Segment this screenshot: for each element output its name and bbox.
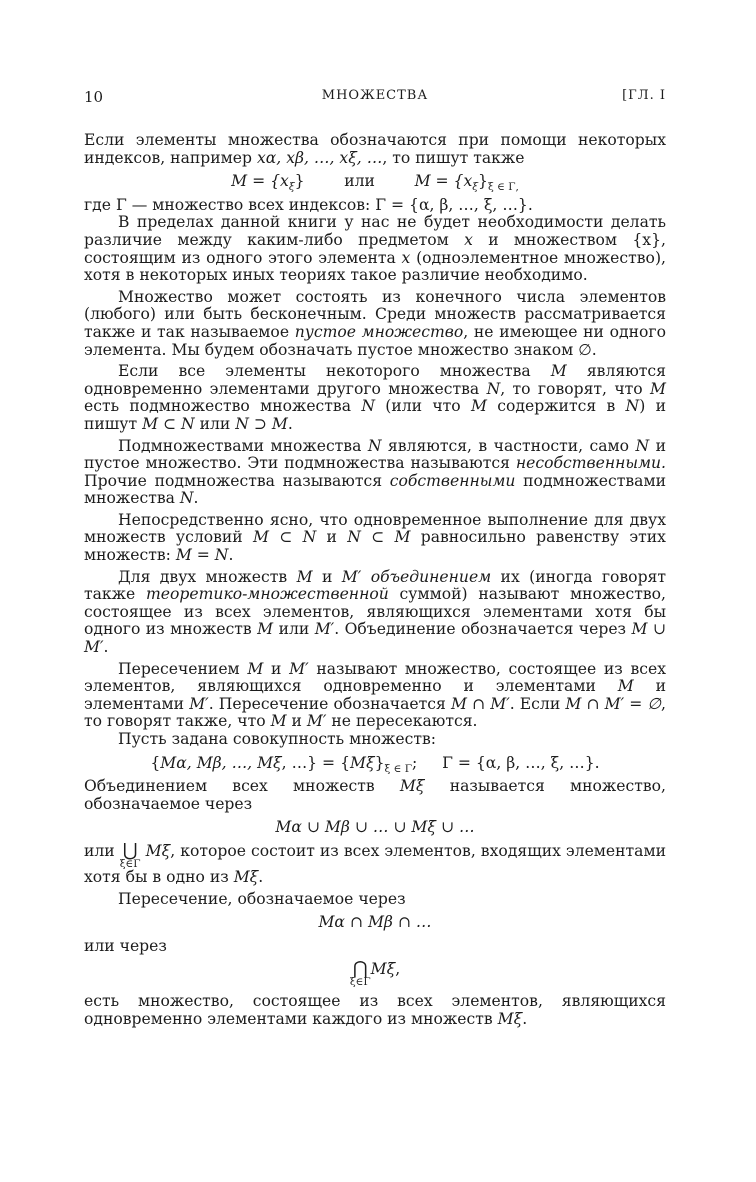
term-union: объединением [370, 567, 492, 586]
index-series: xα, xβ, …, xξ, … [256, 148, 383, 167]
equation-4: Mα ∩ Mβ ∩ … [318, 913, 432, 932]
term-improper: несобственными. [515, 454, 666, 473]
paragraph-10: Пусть задана совокупность множеств: [118, 730, 436, 748]
equation-5: ⋂ ξ∈Γ Mξ, [349, 958, 401, 989]
union-over-index: ⋃ ξ∈Γ [119, 839, 141, 870]
paragraph-7: Непосредственно ясно, что одновременное выполнение для двух множеств условий M ⊂ N и N ⊂ M равносильно равенству этих множеств: M = N. [84, 510, 666, 565]
page-number: 10 [84, 88, 104, 106]
term-empty-set: пустое множество [294, 322, 464, 341]
intersection-over-index: ⋂ ξ∈Γ [349, 958, 371, 989]
paragraph-4: Множество может состоять из конечного числа элементов (любого) или быть бесконечным. Среди множеств рассматривается также и так называемое пустое множество, не имеющее ни одного элемента. Мы будем обозначать пустое множество знаком ∅. [84, 287, 666, 359]
equation-2: {Mα, Mβ, …, Mξ, …} = $\{M\xi\}_{\xi \in \Gamma}$; Γ = {α, β, …, ξ, …}. [150, 753, 600, 775]
equation-3: Mα ∪ Mβ ∪ … ∪ Mξ ∪ … [275, 818, 475, 837]
paragraph-3: В пределах данной книги у нас не будет необходимости делать различие между каким-либо предметом x и множеством {x}, состоящим из одного этого элемента x (одноэлементное множество), хотя в некоторых иных теориях такое различие необходимо. [84, 213, 666, 285]
paragraph-8: Для двух множеств M и M′ объединением их (иногда говорят также теоретико-множественной суммой) называют множество, состоящее из всех элементов, являющихся элементами хотя бы одного из множеств M или M′. Объединение обозначается через M ∪ M′. [84, 567, 667, 657]
paragraph-9: Пересечением M и M′ называют множество, состоящее из всех элементов, являющихся одновременно и элементами M и элементами M′. Пересечение обозначается M ∩ M′. Если M ∩ M′ = ∅, то говорят также, что M и M′ не пересекаются. [84, 659, 666, 731]
paragraph-1: Если элементы множества обозначаются при помощи некоторых индексов, например xα, xβ, …, xξ, …, то пишут также [84, 131, 666, 167]
term-set-theoretic: теоретико-множественной [146, 585, 389, 604]
chapter-label: [ГЛ. I [622, 88, 666, 103]
paragraph-14: или через [84, 936, 167, 955]
paragraph-12: или ⋃ ξ∈Γ Mξ, которое состоит из всех элементов, входящих элементами хотя бы в одно из Mξ. [84, 839, 666, 886]
running-title: МНОЖЕСТВА [321, 88, 429, 103]
paragraph-13: Пересечение, обозначаемое через [118, 889, 406, 908]
paragraph-2: где Γ — множество всех индексов: Γ = {α, β, …, ξ, …}. [84, 195, 533, 214]
equation-1: $M = \{x_\xi\}$ или $M = \{x_\xi\}_{\xi \in \Gamma,}$ [231, 172, 519, 194]
paragraph-6: Подмножествами множества N являются, в частности, само N и пустое множество. Эти подмножества называются несобственными. Прочие подмножества называются собственными подмножествами множества N. [84, 436, 667, 508]
paragraph-11: Объединением всех множеств Mξ называется множество, обозначаемое через [84, 777, 666, 813]
paragraph-15: есть множество, состоящее из всех элементов, являющихся одновременно элементами каждого из множеств Mξ. [84, 992, 666, 1028]
paragraph-5: Если все элементы некоторого множества M являются одновременно элементами другого множества N, то говорят, что M есть подмножество множества N (или что M содержится в N) и пишут M ⊂ N или N ⊃ M. [84, 362, 667, 433]
book-page [84, 0, 666, 1182]
page-header [84, 88, 666, 108]
page-body [84, 132, 666, 1029]
term-proper: собственными [389, 471, 516, 490]
